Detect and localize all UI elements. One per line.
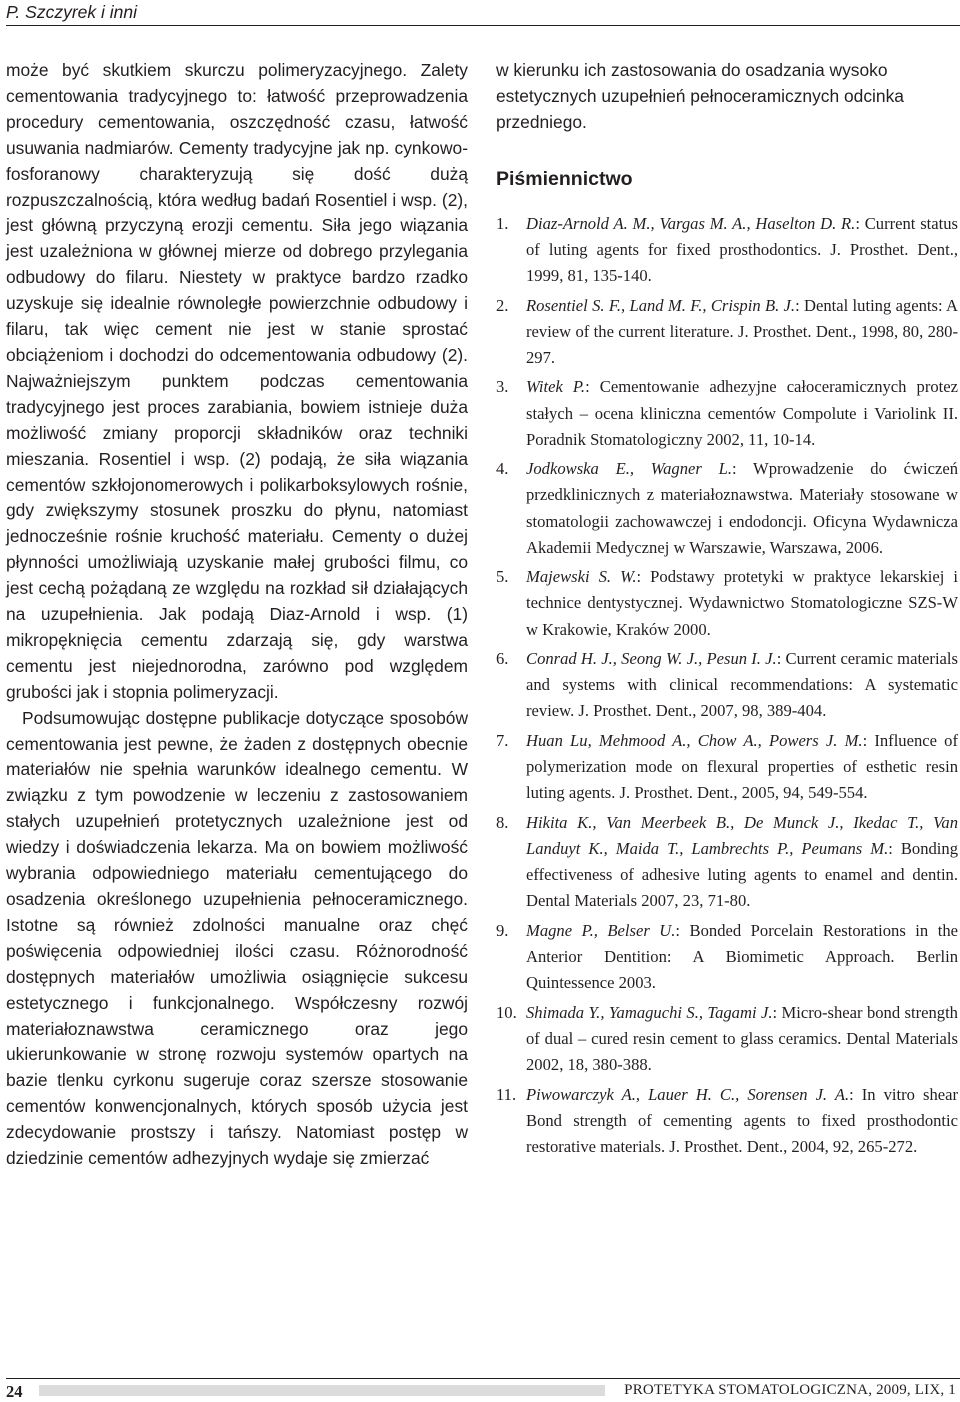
reference-authors: Huan Lu, Mehmood A., Chow A., Powers J. M. [526,731,863,751]
reference-details: : In vitro shear Bond strength of cementing agents to fixed prosthodontic restorative materials. J. Prosthet. Dent., 2004, 92, 265-272. [526,1084,958,1156]
reference-authors: Piwowarczyk A., Lauer H. C., Sorensen J. A. [526,1084,850,1104]
reference-number: 5. [496,567,509,587]
reference-item [496,918,958,996]
reference-details: : Bonded Porcelain Restorations in the Anterior Dentition: A Biomimetic Approach. Berlin Quintessence 2003. [526,920,958,993]
reference-authors: Witek P. [526,377,586,397]
page-number: 24 [6,1382,23,1401]
reference-number: 4. [496,459,509,479]
reference-details: : Micro-shear bond strength of dual – cured resin cement to glass ceramics. Dental Materials 2002, 18, 380-388. [526,1002,958,1074]
reference-authors: Jodkowska E., Wagner L. [526,459,732,479]
right-column [496,58,958,1164]
page-footer [6,1374,960,1401]
reference-details: : Bonding effectiveness of adhesive luting agents to enamel and dentin. Dental Materials 2007, 23, 71-80. [526,839,958,911]
reference-details: : Influence of polymerization mode on flexural properties of esthetic resin luting agents. J. Prosthet. Dent., 2005, 94, 549-554. [526,731,958,803]
reference-details: : Wprowadzenie do ćwiczeń przedklinicznych z materiałoznawstwa. Materiały stosowane w stomatologii zachowawczej i endodoncji. Oficyna Wydawnicza Akademii Medycznej w Warszawie, Warszawa, 2006. [526,459,958,557]
reference-item [496,211,958,289]
references-list [496,211,958,1160]
body-paragraph: Podsumowując dostępne publikacje dotyczące sposobów cementowania jest pewne, że żaden z dostępnych obecnie materiałów nie spełnia warunków idealnego cementu. W związku z tym powodzenie w leczeniu z zastosowaniem stałych uzupełnień protetycznych uzależnione jest od wiedzy i doświadczenia lekarza. Ma on bowiem możliwość wybrania odpowiedniego materiału cementującego do osadzenia określonego uzupełnienia pełnoceramicznego. Istotne są również zdolności manualne oraz chęć poświęcenia odpowiedniej ilości czasu. Różnorodność dostępnych materiałów umożliwia osiągnięcie sukcesu estetycznego i funkcjonalnego. Współczesny rozwój materiałoznawstwa ceramicznego oraz jego ukierunkowanie w stronę rozwoju systemów opartych na bazie tlenku cyrkonu sugeruje coraz szersze stosowanie cementów konwencjonalnych, których sposób użycia jest zdecydowanie prostszy i tańszy. Natomiast postęp w dziedzinie cementów adhezyjnych wydaje się zmierzać [6,707,468,1169]
journal-citation: PROTETYKA STOMATOLOGICZNA, 2009, LIX, 1 [624,1382,956,1398]
footer-divider [6,1378,960,1379]
reference-item [496,456,958,560]
reference-details: : Podstawy protetyki w praktyce lekarskiej i technice dentystycznej. Wydawnictwo Stomatologiczne SZS-W w Krakowie, Kraków 2000. [526,567,958,639]
reference-item [496,1000,958,1078]
reference-item [496,1082,958,1160]
reference-item [496,374,958,452]
reference-number: 2. [496,295,509,315]
reference-authors: Shimada Y., Yamaguchi S., Tagami J. [526,1002,773,1022]
reference-authors: Rosentiel S. F., Land M. F., Crispin B. J. [526,295,796,315]
reference-authors: Diaz-Arnold A. M., Vargas M. A., Haselton D. R. [526,213,856,233]
reference-authors: Magne P., Belser U. [526,920,676,940]
reference-item [496,293,958,371]
reference-details: : Current ceramic materials and systems with clinical recommendations: A systematic review. J. Prosthet. Dent., 2007, 98, 389-404. [526,649,958,721]
reference-number: 7. [496,731,509,751]
reference-item [496,810,958,914]
reference-item [496,646,958,724]
reference-authors: Conrad H. J., Seong W. J., Pesun I. J. [526,649,777,669]
reference-details: : Cementowanie adhezyjne całoceramicznych protez stałych – ocena kliniczna cementów Compolute i Variolink II. Poradnik Stomatologiczny 2002, 11, 10-14. [526,377,958,449]
reference-details: : Dental luting agents: A review of the current literature. J. Prosthet. Dent., 1998, 80, 280-297. [526,295,958,367]
reference-authors: Majewski S. W. [526,567,637,587]
reference-item [496,564,958,642]
page-header [6,0,960,28]
references-heading: Piśmiennictwo [496,167,633,190]
reference-number: 1. [496,213,509,233]
reference-item [496,728,958,806]
continued-paragraph: w kierunku ich zastosowania do osadzania wysoko estetycznych uzupełnień pełnoceramicznych odcinka przedniego. [496,60,904,132]
reference-number: 10. [496,1002,517,1022]
reference-details: : Current status of luting agents for fixed prosthodontics. J. Prosthet. Dent., 1999, 81, 135-140. [526,213,958,285]
reference-authors: Hikita K., Van Meerbeek B., De Munck J., Ikedac T., Van Landuyt K., Maida T., Lambrechts P., Peumans M. [526,812,958,859]
reference-number: 9. [496,920,509,940]
reference-number: 6. [496,649,509,669]
reference-number: 8. [496,812,509,832]
left-column [6,58,468,1172]
header-divider [6,25,960,26]
footer-decorative-bar [39,1385,605,1396]
reference-number: 3. [496,377,509,397]
reference-number: 11. [496,1084,517,1104]
running-title: P. Szczyrek i inni [6,2,137,22]
body-paragraph: może być skutkiem skurczu polimeryzacyjnego. Zalety cementowania tradycyjnego to: łatwość przeprowadzenia procedury cementowania, oszczędność czasu, łatwość usuwania nadmiarów. Cementy tradycyjne jak np. cynkowo-fosforanowy charakteryzują się dość dużą rozpuszczalnością, która według badań Rosentiel i wsp. (2), jest główną przyczyną erozji cementu. Siła jego wiązania jest uzależniona w głównej mierze od dobrego przylegania odbudowy do filaru. Niestety w praktyce bardzo rzadko uzyskuje się idealnie równoległe powierzchnie odbudowy i filaru, tak więc cement nie jest w stanie sprostać obciążeniom i dochodzi do odcementowania odbudowy (2). Najważniejszym punktem podczas cementowania tradycyjnego jest proces zarabiania, bowiem istnieje duża możliwość zmiany proporcji składników oraz techniki mieszania. Rosentiel i wsp. (2) podają, że siła wiązania cementów szkłojonomerowych i polikarboksylowych rośnie, gdy zwiększymy stosunek proszku do płynu, natomiast jednocześnie rośnie kruchość materiału. Cementy o dużej płynności umożliwiają uzyskanie małej grubości filmu, co jest cechą pożądaną ze względu na rozkład sił działających na uzupełnienia. Jak podają Diaz-Arnold i wsp. (1) mikropęknięcia cementu zdarzają się, gdy warstwa cementu jest niejednorodna, zarówno pod względem grubości jak i stopnia polimeryzacji. [6,60,468,702]
